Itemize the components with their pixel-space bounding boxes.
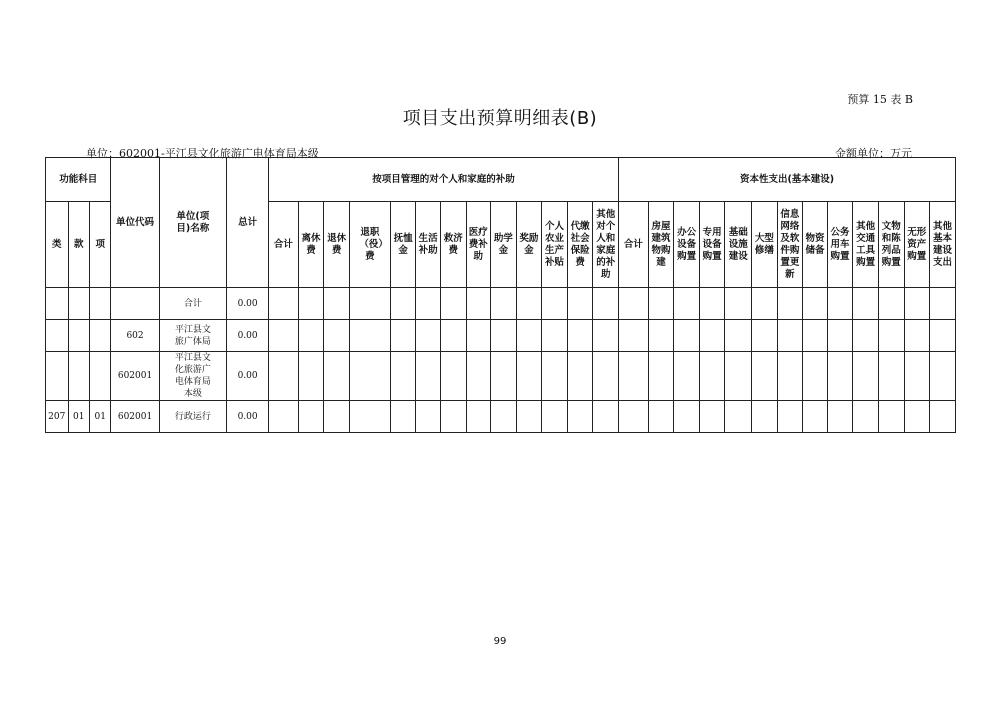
header-unit-code: 单位代码 [111,158,159,288]
table-row [46,352,956,401]
cell-empty [674,401,700,433]
capital-col-12: 其他基本建设支出 [930,202,956,288]
cell-kuan: 01 [68,401,89,433]
cell-name: 行政运行 [159,401,227,433]
capital-col-1: 房屋建筑物购建 [648,202,674,288]
cell-empty [803,352,828,401]
header-lei: 类 [46,202,69,288]
cell-empty [648,352,674,401]
subsidy-col-4: 抚恤金 [390,202,416,288]
cell-lei [46,352,69,401]
cell-empty [853,352,879,401]
cell-empty [298,288,324,320]
subsidy-col-7: 医疗费补助 [466,202,491,288]
cell-empty [349,352,390,401]
cell-xiang: 01 [89,401,111,433]
subsidy-col-3: 退职（役）费 [349,202,390,288]
cell-empty [699,352,725,401]
cell-empty [466,320,491,352]
subsidy-col-0: 合计 [269,202,299,288]
cell-empty [593,401,619,433]
cell-empty [699,401,725,433]
cell-empty [440,320,466,352]
table-row [46,320,956,352]
subsidy-col-8: 助学金 [491,202,517,288]
subsidy-col-9: 奖励金 [516,202,542,288]
cell-empty [648,288,674,320]
cell-empty [491,320,517,352]
cell-lei [46,288,69,320]
cell-empty [298,352,324,401]
cell-empty [491,288,517,320]
cell-empty [648,320,674,352]
cell-empty [904,352,930,401]
cell-empty [619,401,649,433]
capital-col-9: 其他交通工具购置 [853,202,879,288]
cell-empty [827,401,853,433]
cell-empty [269,320,299,352]
cell-empty [878,401,904,433]
cell-empty [542,352,568,401]
capital-col-0: 合计 [619,202,649,288]
cell-empty [269,401,299,433]
cell-empty [567,320,593,352]
cell-empty [516,320,542,352]
cell-empty [699,288,725,320]
cell-empty [416,288,441,320]
cell-empty [516,288,542,320]
subsidy-col-6: 救济费 [440,202,466,288]
cell-empty [725,352,752,401]
cell-empty [904,288,930,320]
page-number: 99 [493,636,507,647]
subsidy-col-5: 生活补助 [416,202,441,288]
cell-empty [349,288,390,320]
cell-xiang [89,288,111,320]
cell-empty [725,288,752,320]
cell-empty [593,352,619,401]
header-group-subsidy: 按项目管理的对个人和家庭的补助 [269,158,619,202]
cell-empty [777,401,803,433]
capital-col-4: 基础设施建设 [725,202,752,288]
cell-empty [803,320,828,352]
cell-empty [827,320,853,352]
cell-empty [269,352,299,401]
cell-name: 合计 [159,288,227,320]
cell-empty [827,288,853,320]
unit-label: 单位：602001-平江县文化旅游广电体育局本级 [86,147,319,160]
cell-empty [567,401,593,433]
cell-empty [416,401,441,433]
cell-empty [349,401,390,433]
cell-empty [440,352,466,401]
cell-empty [752,320,778,352]
cell-empty [567,352,593,401]
cell-total: 0.00 [227,288,269,320]
cell-empty [416,352,441,401]
cell-empty [324,352,350,401]
cell-empty [752,401,778,433]
cell-kuan [68,288,89,320]
cell-total: 0.00 [227,320,269,352]
cell-empty [390,288,416,320]
subsidy-col-1: 离休费 [298,202,324,288]
header-unit-name: 单位(项目)名称 [159,158,227,288]
cell-empty [904,320,930,352]
cell-code: 602001 [111,401,159,433]
subsidy-col-12: 其他对个人和家庭的补助 [593,202,619,288]
cell-empty [491,352,517,401]
cell-empty [593,320,619,352]
cell-empty [440,401,466,433]
cell-name: 平江县文旅广体局 [159,320,227,352]
cell-empty [674,352,700,401]
cell-empty [324,288,350,320]
cell-empty [930,320,956,352]
cell-empty [390,320,416,352]
cell-empty [725,401,752,433]
cell-name: 平江县文化旅游广电体育局本级 [159,352,227,401]
cell-empty [853,288,879,320]
cell-empty [491,401,517,433]
cell-empty [853,401,879,433]
cell-code: 602001 [111,352,159,401]
cell-empty [930,352,956,401]
cell-empty [777,288,803,320]
header-xiang: 项 [89,202,111,288]
table-row [46,288,956,320]
cell-empty [516,401,542,433]
cell-empty [269,288,299,320]
cell-xiang [89,352,111,401]
capital-col-7: 物资储备 [803,202,828,288]
cell-empty [777,352,803,401]
capital-col-11: 无形资产购置 [904,202,930,288]
cell-empty [619,288,649,320]
subsidy-col-10: 个人农业生产补贴 [542,202,568,288]
cell-empty [542,288,568,320]
cell-empty [298,320,324,352]
cell-empty [416,320,441,352]
capital-col-3: 专用设备购置 [699,202,725,288]
cell-xiang [89,320,111,352]
header-group-capital: 资本性支出(基本建设) [619,158,956,202]
capital-col-2: 办公设备购置 [674,202,700,288]
cell-empty [567,288,593,320]
cell-code [111,288,159,320]
cell-code: 602 [111,320,159,352]
cell-empty [390,352,416,401]
form-code: 预算 15 表 B [847,93,913,106]
cell-empty [593,288,619,320]
cell-empty [619,352,649,401]
header-kuan: 款 [68,202,89,288]
cell-empty [853,320,879,352]
cell-empty [324,401,350,433]
cell-kuan [68,320,89,352]
capital-col-6: 信息网络及软件购置更新 [777,202,803,288]
cell-empty [777,320,803,352]
amount-unit: 金额单位：万元 [835,147,912,160]
cell-empty [752,352,778,401]
capital-col-10: 文物和陈列品购置 [878,202,904,288]
table-row [46,401,956,433]
cell-total: 0.00 [227,401,269,433]
cell-empty [619,320,649,352]
cell-kuan [68,352,89,401]
cell-total: 0.00 [227,352,269,401]
cell-empty [930,288,956,320]
cell-empty [827,352,853,401]
cell-empty [466,352,491,401]
header-total: 总计 [227,158,269,288]
cell-empty [878,320,904,352]
cell-empty [349,320,390,352]
cell-empty [878,288,904,320]
page-title: 项目支出预算明细表(B) [402,108,598,129]
cell-empty [674,320,700,352]
cell-empty [878,352,904,401]
cell-empty [466,401,491,433]
cell-empty [390,401,416,433]
cell-empty [648,401,674,433]
subsidy-col-11: 代缴社会保险费 [567,202,593,288]
cell-lei [46,320,69,352]
cell-empty [440,288,466,320]
cell-empty [904,401,930,433]
capital-col-8: 公务用车购置 [827,202,853,288]
cell-empty [516,352,542,401]
cell-empty [930,401,956,433]
budget-table [45,157,956,433]
cell-lei: 207 [46,401,69,433]
cell-empty [542,320,568,352]
cell-empty [466,288,491,320]
cell-empty [699,320,725,352]
cell-empty [803,401,828,433]
cell-empty [674,288,700,320]
capital-col-5: 大型修缮 [752,202,778,288]
cell-empty [542,401,568,433]
cell-empty [324,320,350,352]
cell-empty [725,320,752,352]
cell-empty [298,401,324,433]
subsidy-col-2: 退休费 [324,202,350,288]
header-func-subject: 功能科目 [46,158,111,202]
cell-empty [803,288,828,320]
cell-empty [752,288,778,320]
